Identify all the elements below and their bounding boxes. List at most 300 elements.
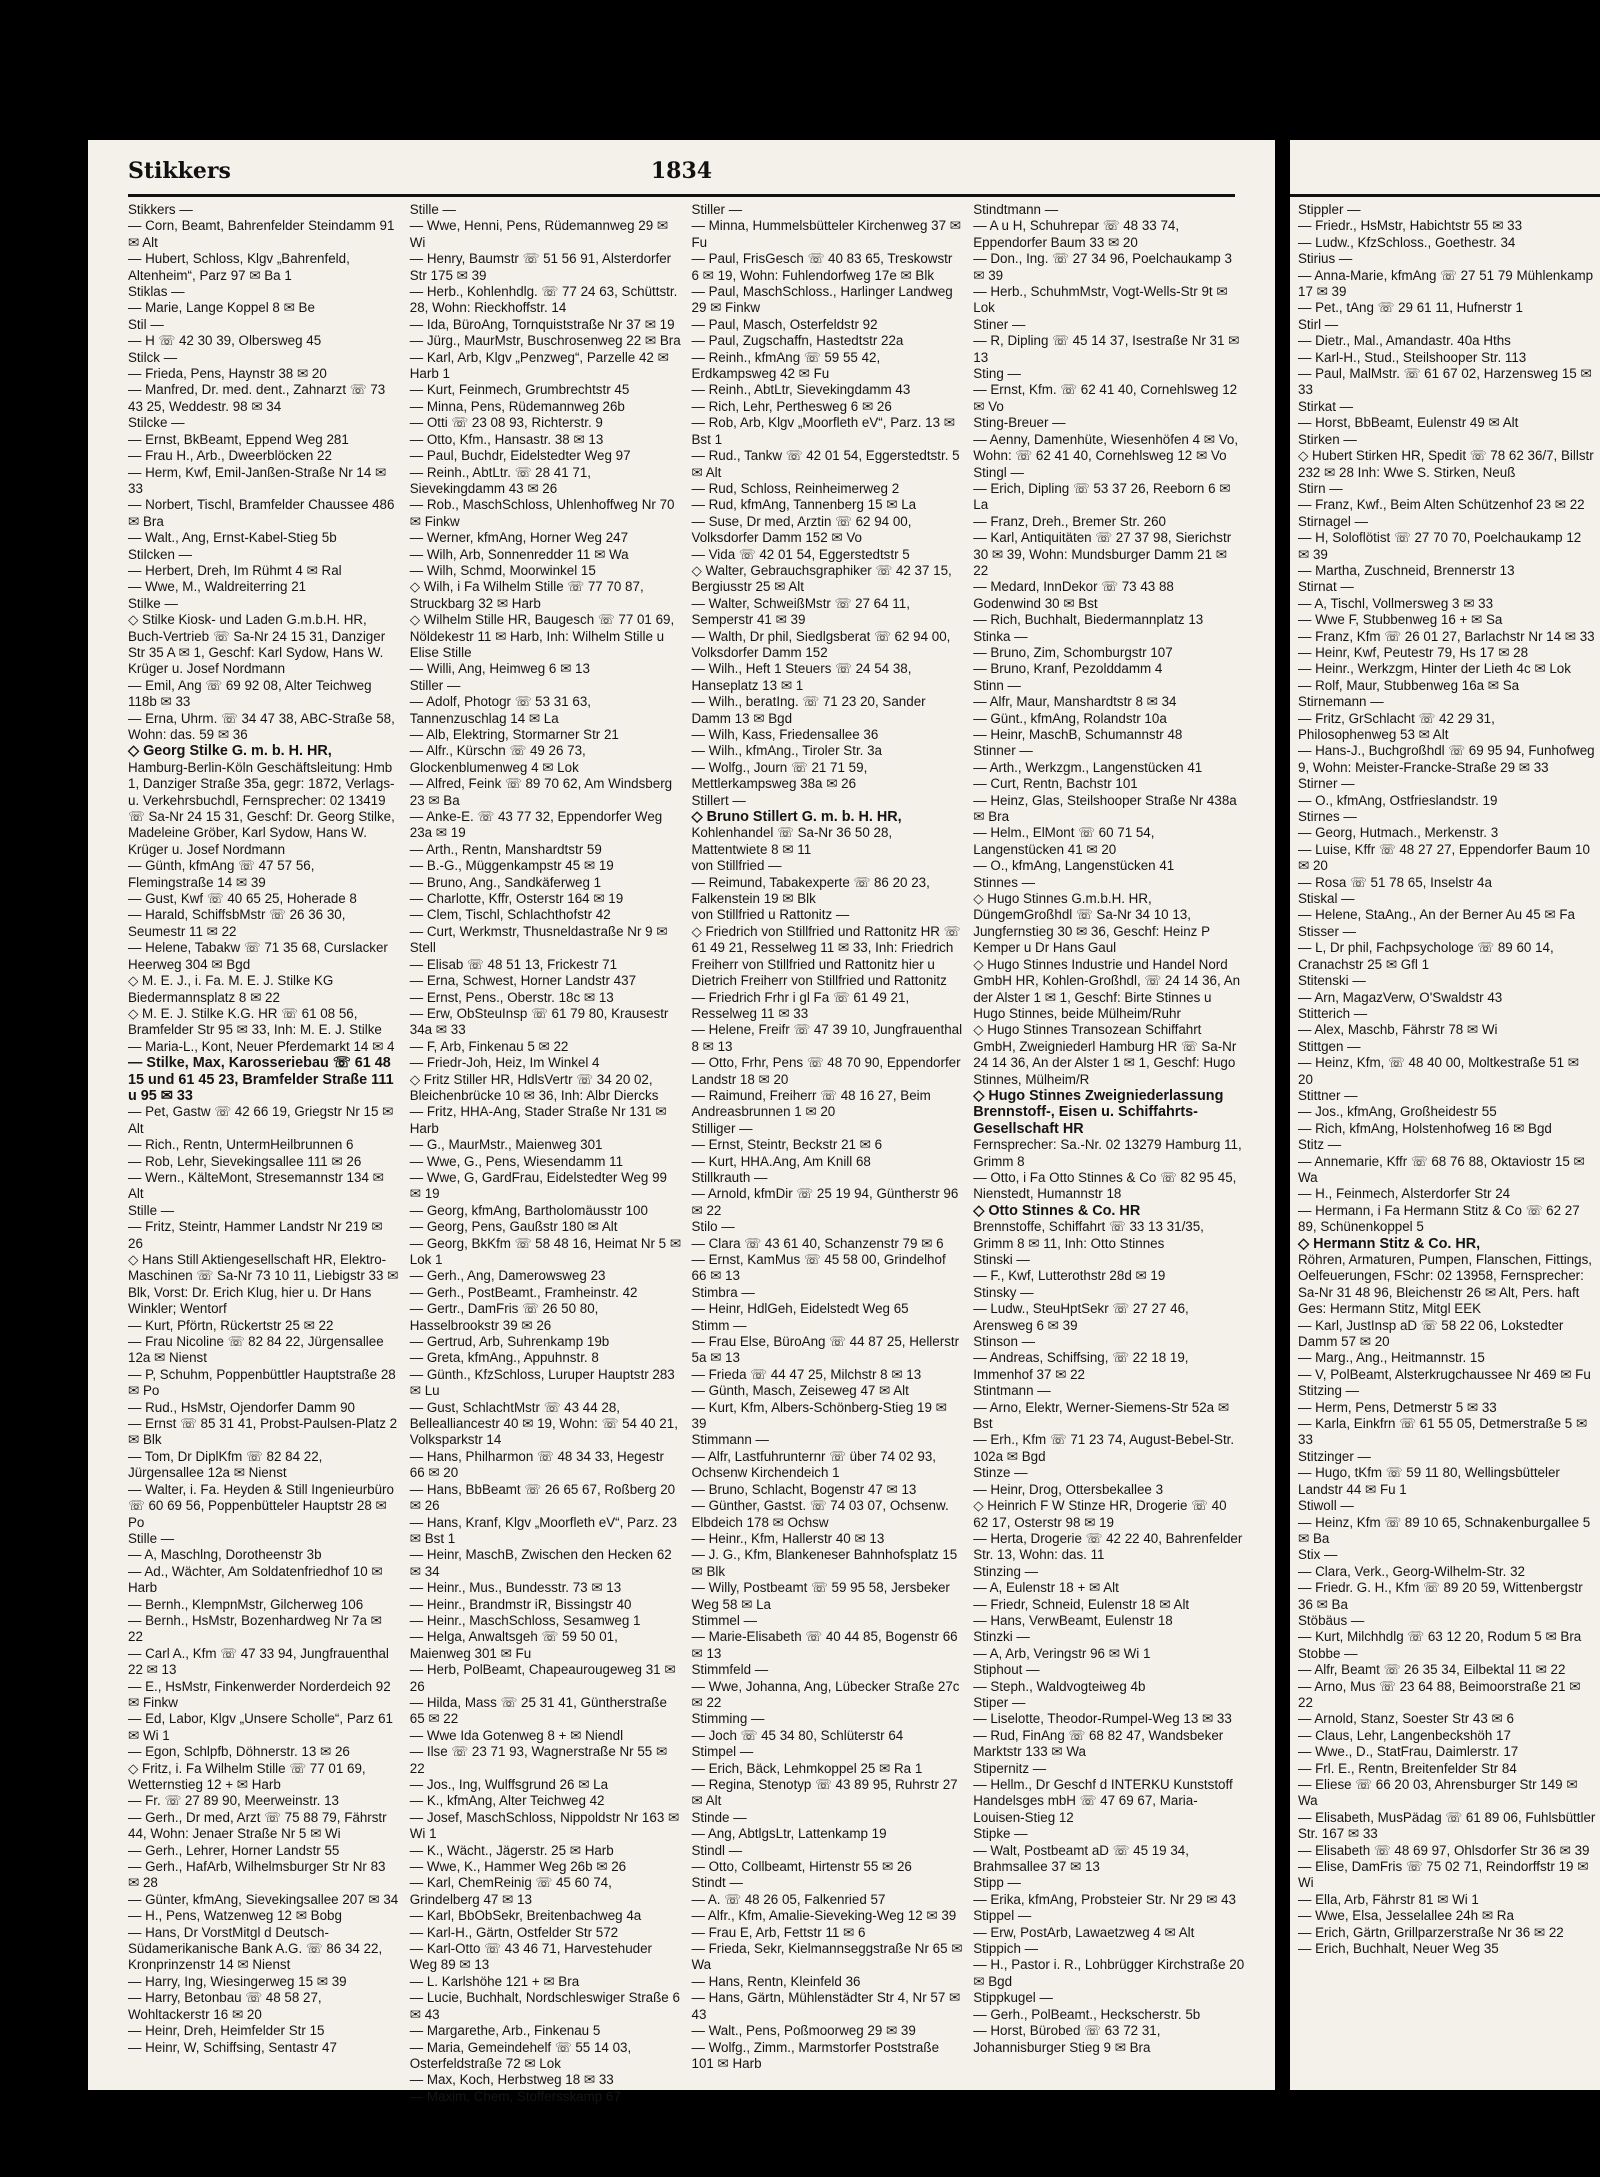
directory-entry: — Kurt, HHA.Ang, Am Knill 68 — [691, 1153, 871, 1169]
directory-entry: — Herb, PolBeamt, Chapeaurougeweg 31 ✉ 26 — [409, 1662, 680, 1694]
directory-entry: — Walter, i. Fa. Heyden & Still Ingenieurbüro ☏ 60 69 56, Poppenbütteler Hauptstr 28 ✉ Po — [128, 1481, 398, 1530]
surname-heading: Stille — — [128, 1202, 175, 1218]
directory-entry: — Erna, Schwest, Horner Landstr 437 — [409, 973, 637, 989]
directory-entry: — Karl, Antiquitäten ☏ 27 37 98, Sierichstr 30 ✉ 39, Wohn: Mundsburger Damm 21 ✉ 22 — [973, 530, 1235, 578]
surname-heading: Stinde — — [691, 1809, 747, 1825]
directory-entry: — Willi, Ang, Heimweg 6 ✉ 13 — [409, 661, 590, 677]
directory-entry: — Fritz, GrSchlacht ☏ 42 29 31, Philosophenweg 53 ✉ Alt — [1298, 710, 1499, 742]
directory-entry: — Karl, BbObSekr, Breitenbachweg 4a — [409, 1908, 642, 1924]
surname-heading: Stimm — — [691, 1317, 747, 1333]
directory-entry: Kohlenhandel ☏ Sa-Nr 36 50 28, Mattentwiete 8 ✉ 11 — [691, 825, 896, 857]
directory-entry: — Helm., ElMont ☏ 60 71 54, Langenstücken 41 ✉ 20 — [973, 825, 1159, 857]
surname-heading: Stiller — — [409, 677, 461, 693]
surname-heading: Stindl — — [691, 1842, 743, 1858]
directory-entry: — Wilh., Heft 1 Steuers ☏ 24 54 38, Hanseplatz 13 ✉ 1 — [691, 661, 916, 693]
directory-entry: — J. G., Kfm, Blankeneser Bahnhofsplatz 15 ✉ Blk — [691, 1547, 961, 1579]
directory-entry: — Heinr., Werkzgm, Hinter der Lieth 4c ✉ Lok — [1298, 661, 1571, 677]
directory-entry: ◇ Wilh, i Fa Wilhelm Stille ☏ 77 70 87, Struckbarg 32 ✉ Harb — [409, 579, 648, 611]
directory-entry: — A u H, Schuhrepar ☏ 48 33 74, Eppendorfer Baum 33 ✉ 20 — [973, 218, 1183, 250]
surname-heading: Stittner — — [1298, 1087, 1358, 1103]
directory-entry: — Ad., Wächter, Am Soldatenfriedhof 10 ✉ Harb — [128, 1563, 387, 1596]
surname-heading: Stillert — — [691, 792, 746, 808]
directory-entry: — Heinz, Kfm, ☏ 48 40 00, Moltkestraße 51 ✉ 20 — [1298, 1055, 1583, 1087]
directory-entry: ◇ Fritz, i. Fa Wilhelm Stille ☏ 77 01 69, Wetternstieg 12 + ✉ Harb — [128, 1760, 370, 1792]
directory-entry: — Erna, Uhrm. ☏ 34 47 38, ABC-Straße 58, Wohn: das. 59 ✉ 36 — [128, 710, 399, 742]
surname-heading: Stimming — — [691, 1711, 765, 1727]
surname-heading: Sting — — [973, 366, 1021, 382]
directory-entry: — Otto, Frhr, Pens ☏ 48 70 90, Eppendorfer Landstr 18 ✉ 20 — [691, 1055, 965, 1087]
directory-entry: — Georg, kfmAng, Bartholomäusstr 100 — [409, 1202, 648, 1218]
header-keyword: Stikkers — [128, 158, 231, 184]
directory-entry: — Marie, Lange Koppel 8 ✉ Be — [128, 300, 315, 316]
directory-entry: — Maria-L., Kont, Neuer Pferdemarkt 14 ✉ 4 — [128, 1038, 395, 1054]
directory-entry: — Horst, BbBeamt, Eulenstr 49 ✉ Alt — [1298, 415, 1519, 431]
directory-entry: — Wwe, G., Pens, Wiesendamm 11 — [409, 1153, 624, 1169]
directory-entry: — Günther, Gastst. ☏ 74 03 07, Ochsenw. Elbdeich 178 ✉ Ochsw — [691, 1498, 953, 1530]
directory-entry: — Joch ☏ 45 34 80, Schlüterstr 64 — [691, 1727, 904, 1743]
directory-entry: — Alfr, Maur, Manshardtstr 8 ✉ 34 — [973, 694, 1177, 710]
surname-heading: Stilcke — — [128, 415, 185, 431]
directory-entry: — Wwe, K., Hammer Weg 26b ✉ 26 — [409, 1859, 627, 1875]
directory-entry: ◇ Heinrich F W Stinze HR, Drogerie ☏ 40 62 17, Osterstr 98 ✉ 19 — [973, 1498, 1231, 1530]
directory-entry: — G., MaurMstr., Maienweg 301 — [409, 1137, 603, 1153]
directory-entry: — Kurt, Feinmech, Grumbrechtstr 45 — [409, 382, 630, 398]
directory-entry: — Alex, Maschb, Fährstr 78 ✉ Wi — [1298, 1022, 1498, 1038]
directory-entry: — Horst, Bürobed ☏ 63 72 31, Johannisburger Stieg 9 ✉ Bra — [973, 2023, 1165, 2055]
directory-entry: — Herta, Drogerie ☏ 42 22 40, Bahrenfelder Str. 13, Wohn: das. 11 — [973, 1530, 1247, 1563]
surname-heading: Stimmann — — [691, 1432, 769, 1448]
directory-entry: — Heinz, Glas, Steilshooper Straße Nr 438a ✉ Bra — [973, 792, 1241, 825]
directory-entry: — Hugo, tKfm ☏ 59 11 80, Wellingsbütteler Landstr 44 ✉ Fu 1 — [1298, 1465, 1564, 1497]
surname-heading: Stinka — — [973, 628, 1028, 644]
directory-entry: — Hans, Rentn, Kleinfeld 36 — [691, 1973, 861, 1989]
directory-entry: — Friedr-Joh, Heiz, Im Winkel 4 — [409, 1055, 600, 1071]
directory-entry: — Max, Koch, Herbstweg 18 ✉ 33 — [409, 2072, 614, 2088]
surname-heading: Stinner — — [973, 743, 1033, 759]
directory-entry: — Walt., Ang, Ernst-Kabel-Stieg 5b — [128, 530, 337, 546]
directory-entry: — Anke-E. ☏ 43 77 32, Eppendorfer Weg 23a ✉ 19 — [409, 809, 666, 841]
surname-heading: Stirner — — [1298, 776, 1355, 792]
directory-entry: — Karl, Arb, Klgv „Penzweg“, Parzelle 42 ✉ Harb 1 — [409, 349, 673, 382]
directory-entry: — Ludw., KfzSchloss., Goethestr. 34 — [1298, 234, 1516, 250]
directory-entry: — Wwe., D., StatFrau, Daimlerstr. 17 — [1298, 1744, 1519, 1760]
directory-entry: — Elise, DamFris ☏ 75 02 71, Reindorffstr 19 ✉ Wi — [1298, 1859, 1593, 1891]
directory-entry: — Luise, Kffr ☏ 48 27 27, Eppendorfer Baum 10 ✉ 20 — [1298, 841, 1594, 874]
directory-entry: — Heinr., Mus., Bundesstr. 73 ✉ 13 — [409, 1580, 622, 1596]
directory-entry: — L, Dr phil, Fachpsychologe ☏ 89 60 14, Cranachstr 25 ✉ Gfl 1 — [1298, 940, 1558, 972]
directory-entry: — Ella, Arb, Fährstr 81 ✉ Wi 1 — [1298, 1891, 1479, 1907]
directory-entry: — Hans-J., Buchgroßhdl ☏ 69 95 94, Funhofweg 9, Wohn: Meister-Francke-Straße 29 ✉ 33 — [1298, 743, 1599, 775]
directory-entry: ◇ Hugo Stinnes Zweigniederlassung Brennstoff-, Eisen u. Schiffahrts-Gesellschaft HR — [973, 1087, 1228, 1137]
surname-heading: Stindtmann — — [973, 202, 1059, 217]
directory-entry: — O., kfmAng, Ostfrieslandstr. 19 — [1298, 792, 1498, 808]
directory-entry: — Arth., Rentn, Manshardtstr 59 — [409, 841, 602, 857]
directory-entry: Röhren, Armaturen, Pumpen, Flanschen, Fittings, Oelfeuerungen, FSchr: 02 13958, Fernsprecher: Sa-Nr 31 48 96, Bleichenstr 26 ✉ Alt, Pers. haft Ges: Hermann Stitz, Mitgl EEK — [1298, 1252, 1596, 1317]
directory-entry: — Erh., Kfm ☏ 71 23 74, August-Bebel-Str. 102a ✉ Bgd — [973, 1432, 1238, 1464]
directory-entry: — Clem, Tischl, Schlachthofstr 42 — [409, 907, 611, 923]
directory-entry: — Frieda, Sekr, Kielmannseggstraße Nr 65 ✉ Wa — [691, 1941, 967, 1973]
directory-entry: — Otto, Collbeamt, Hirtenstr 55 ✉ 26 — [691, 1859, 912, 1875]
surname-heading: Stilck — — [128, 349, 178, 365]
column-4 — [973, 202, 1248, 2070]
directory-entry: — Elisabeth ☏ 48 69 97, Ohlsdorfer Str 36 ✉ 39 — [1298, 1842, 1590, 1858]
directory-entry: — Helga, Anwaltsgeh ☏ 59 50 01, Maienweg 301 ✉ Fu — [409, 1629, 622, 1661]
next-page-header-rule — [1290, 158, 1600, 197]
directory-entry: ◇ Stilke Kiosk- und Laden G.m.b.H. HR, Buch-Vertrieb ☏ Sa-Nr 24 15 31, Danziger Str 35 A ✉ 1, Geschf: Karl Sydow, Hans W. Krüger u. Josef Nordmann — [128, 612, 389, 677]
directory-entry: — Karl-H., Stud., Steilshooper Str. 113 — [1298, 349, 1527, 365]
directory-entry: — Karl-Otto ☏ 43 46 71, Harvestehuder Weg 89 ✉ 13 — [409, 1941, 656, 1973]
directory-entry: — L. Karlshöhe 121 + ✉ Bra — [409, 1973, 580, 1989]
directory-entry: — Alb, Elektring, Stormarner Str 21 — [409, 727, 619, 742]
directory-entry: — Herb., Kohlenhdlg. ☏ 77 24 63, Schüttstr. 28, Wohn: Rieckhoffstr. 14 — [409, 284, 682, 316]
directory-entry: — Gerh., PolBeamt., Heckscherstr. 5b — [973, 2006, 1201, 2022]
directory-entry: — Kurt, Pförtn, Rückertstr 25 ✉ 22 — [128, 1317, 334, 1333]
directory-entry: — Egon, Schlpfb, Döhnerstr. 13 ✉ 26 — [128, 1744, 350, 1760]
directory-entry: — Ida, BüroAng, Tornquiststraße Nr 37 ✉ 19 — [409, 316, 675, 332]
surname-heading: Stintmann — — [973, 1383, 1051, 1399]
directory-entry: — Arno, Elektr, Werner-Siemens-Str 52a ✉ Bst — [973, 1399, 1233, 1432]
surname-heading: Stitenski — — [1298, 973, 1366, 989]
directory-entry: ◇ Georg Stilke G. m. b. H. HR, — [128, 743, 332, 760]
surname-heading: Stirl — — [1298, 316, 1339, 332]
directory-entry: — H., Feinmech, Alsterdorfer Str 24 — [1298, 1186, 1511, 1202]
directory-entry: — Fr. ☏ 27 89 90, Meerweinstr. 13 — [128, 1793, 339, 1809]
surname-heading: Stilcken — — [128, 546, 192, 562]
directory-entry: — Rud, Schloss, Reinheimerweg 2 — [691, 480, 900, 496]
directory-entry: — Heinr., Kfm, Hallerstr 40 ✉ 13 — [691, 1530, 885, 1546]
directory-entry: — Frau E, Arb, Fettstr 11 ✉ 6 — [691, 1924, 866, 1940]
directory-entry: — Gerh., Dr med, Arzt ☏ 75 88 79, Fährstr 44, Wohn: Jenaer Straße Nr 5 ✉ Wi — [128, 1809, 391, 1842]
directory-entry: — Paul, Zugschaffn, Hastedtstr 22a — [691, 333, 904, 349]
directory-entry: — Heinr, Drog, Ottersbekallee 3 — [973, 1481, 1164, 1497]
page-number: 1834 — [650, 158, 713, 184]
surname-heading: Stippel — — [973, 1908, 1032, 1924]
directory-entry: — Erw, PostArb, Lawaetzweg 4 ✉ Alt — [973, 1924, 1195, 1940]
directory-entry: — Alfr., Kfm, Amalie-Sieveking-Weg 12 ✉ 39 — [691, 1908, 957, 1924]
directory-entry: — Adolf, Photogr ☏ 53 31 63, Tannenzuschlag 14 ✉ La — [409, 694, 595, 726]
surname-heading: Stiller — — [691, 202, 743, 217]
directory-entry: — Arth., Werkzgm., Langenstücken 41 — [973, 759, 1203, 775]
directory-entry: — Stilke, Max, Karosseriebau ☏ 61 48 15 und 61 45 23, Bramfelder Straße 111 u 95 ✉ 33 — [128, 1055, 398, 1104]
directory-entry: — Rob, Lehr, Sievekingsallee 111 ✉ 26 — [128, 1153, 362, 1169]
directory-entry: ◇ Otto Stinnes & Co. HR — [973, 1202, 1141, 1219]
directory-entry: — Paul, FrisGesch ☏ 40 83 65, Treskowstr 6 ✉ 19, Wohn: Fuhlendorfweg 17e ✉ Blk — [691, 251, 957, 283]
directory-entry: — Wwe, Elsa, Jesselallee 24h ✉ Ra — [1298, 1908, 1514, 1924]
directory-entry: — Bernh., KlempnMstr, Gilcherweg 106 — [128, 1596, 364, 1612]
surname-heading: Stinzing — — [973, 1563, 1038, 1579]
directory-entry: — Franz, Dreh., Bremer Str. 260 — [973, 513, 1166, 529]
surname-heading: Stiklas — — [128, 284, 185, 300]
surname-heading: Stilo — — [691, 1219, 735, 1235]
directory-entry: — Henry, Baumstr ☏ 51 56 91, Alsterdorfer Str 175 ✉ 39 — [409, 251, 675, 283]
directory-entry: — A, Tischl, Vollmersweg 3 ✉ 33 — [1298, 595, 1494, 611]
directory-entry: — Ludw., SteuHptSekr ☏ 27 27 46, Arensweg 6 ✉ 39 — [973, 1301, 1192, 1333]
directory-entry: — Friedr. G. H., Kfm ☏ 89 20 59, Wittenbergstr 36 ✉ Ba — [1298, 1580, 1587, 1612]
directory-entry: — P, Schuhm, Poppenbüttler Hauptstraße 28 ✉ Po — [128, 1366, 400, 1399]
directory-entry: — Jos., Ing, Wulffsgrund 26 ✉ La — [409, 1777, 609, 1792]
surname-heading: Stindt — — [691, 1875, 743, 1891]
directory-entry: — Georg, BkKfm ☏ 58 48 16, Heimat Nr 5 ✉ Lok 1 — [409, 1235, 685, 1267]
directory-entry: — Annemarie, Kffr ☏ 68 76 88, Oktaviostr 15 ✉ Wa — [1298, 1153, 1589, 1185]
directory-entry: — Heinr, W, Schiffsing, Sentastr 47 — [128, 2039, 337, 2055]
surname-heading: Stiphout — — [973, 1662, 1040, 1678]
directory-entry: — Wilh., beratIng. ☏ 71 23 20, Sander Damm 13 ✉ Bgd — [691, 694, 930, 726]
directory-entry: — Hans, Dr VorstMitgl d Deutsch-Südamerikanische Bank A.G. ☏ 86 34 22, Kronprinzenstr 14 ✉ Nienst — [128, 1924, 386, 1973]
directory-entry: — Hubert, Schloss, Klgv „Bahrenfeld, Altenheim“, Parz 97 ✉ Ba 1 — [128, 251, 353, 283]
directory-entry: — K., Wächt., Jägerstr. 25 ✉ Harb — [409, 1842, 614, 1858]
directory-entry: — Alfred, Feink ☏ 89 70 62, Am Windsberg 23 ✉ Ba — [409, 776, 676, 808]
directory-entry: — Wwe F, Stubbenweg 16 + ✉ Sa — [1298, 612, 1503, 628]
surname-heading: Stirnat — — [1298, 579, 1354, 595]
surname-heading: Stingl — — [973, 464, 1024, 480]
directory-entry: — Minna, Pens, Rüdemannweg 26b — [409, 398, 625, 414]
directory-entry: — Gust, SchlachtMstr ☏ 43 44 28, Bellealliancestr 40 ✉ 19, Wohn: ☏ 54 40 21, Volksparkstr 14 — [409, 1399, 682, 1448]
surname-heading: Stiner — — [973, 316, 1026, 332]
surname-heading: Stitzing — — [1298, 1383, 1360, 1399]
directory-entry: ◇ Wilhelm Stille HR, Baugesch ☏ 77 01 69, Nöldekestr 11 ✉ Harb, Inh: Wilhelm Stille u Elise Stille — [409, 612, 678, 660]
directory-entry: — Harald, SchiffsbMstr ☏ 26 36 30, Seumestr 11 ✉ 22 — [128, 907, 350, 939]
directory-entry: ◇ Hugo Stinnes Industrie und Handel Nord GmbH HR, Kohlen-Großhdl, ☏ 24 14 36, An der Alster 1 ✉ 1, Geschf: Birte Stinnes u Hugo Stinnes, beide Mülheim/Ruhr — [973, 956, 1244, 1021]
directory-entry: — Helene, Freifr ☏ 47 39 10, Jungfrauenthal 8 ✉ 13 — [691, 1022, 966, 1054]
directory-entry: — Pet., tAng ☏ 29 61 11, Hufnerstr 1 — [1298, 300, 1523, 316]
directory-entry: — Helene, StaAng., An der Berner Au 45 ✉ Fa — [1298, 907, 1575, 923]
directory-entry: — Frieda, Pens, Haynstr 38 ✉ 20 — [128, 366, 327, 382]
surname-heading: Stitz — — [1298, 1137, 1342, 1153]
surname-heading: Stil — — [128, 316, 164, 332]
directory-entry: — Bruno, Schlacht, Bogenstr 47 ✉ 13 — [691, 1481, 917, 1497]
directory-entry: — Maxim, Chem, Stoffersskamp 67 — [409, 2088, 621, 2104]
surname-heading: Stillkrauth — — [691, 1169, 768, 1185]
directory-entry: Hamburg-Berlin-Köln Geschäftsleitung: Hmb 1, Danziger Straße 35a, gegr: 1872, Verlags- u. Verkehrsbuchdl, Fernsprecher: 02 13419 ☏ Sa-Nr 24 15 31, Geschf: Dr. Georg Stilke, Madeleine Gröber, Karl Sydow, Hans W. Krüger u. Josef Nordmann — [128, 759, 399, 857]
directory-entry: — Clara, Verk., Georg-Wilhelm-Str. 32 — [1298, 1563, 1525, 1579]
directory-entry: — Gerh., PostBeamt., Framheinstr. 42 — [409, 1284, 638, 1300]
next-page-column — [1298, 202, 1600, 2070]
directory-entry: — Erich, Buchhalt, Neuer Weg 35 — [1298, 1941, 1499, 1957]
directory-entry: — Clara ☏ 43 61 40, Schanzenstr 79 ✉ 6 — [691, 1235, 944, 1251]
directory-entry: — Elisab ☏ 48 51 13, Frickestr 71 — [409, 956, 618, 972]
directory-entry: — Georg, Hutmach., Merkenstr. 3 — [1298, 825, 1499, 841]
directory-entry: — Rud., HsMstr, Ojendorfer Damm 90 — [128, 1399, 355, 1415]
directory-entry: — Hans, BbBeamt ☏ 26 65 67, Roßberg 20 ✉ 26 — [409, 1481, 679, 1514]
directory-entry: — Hermann, i Fa Hermann Stitz & Co ☏ 62 27 89, Schünenkoppel 5 — [1298, 1202, 1584, 1235]
directory-entry: — Fritz, Steintr, Hammer Landstr Nr 219 ✉ 26 — [128, 1219, 387, 1251]
directory-entry: — Herm, Pens, Detmerstr 5 ✉ 33 — [1298, 1399, 1497, 1415]
directory-entry: — Bernh., HsMstr, Bozenhardweg Nr 7a ✉ 22 — [128, 1612, 386, 1645]
directory-entry: — Rich., Rentn, UntermHeilbrunnen 6 — [128, 1137, 354, 1153]
directory-entry: ◇ Hugo Stinnes G.m.b.H. HR, DüngemGroßhdl ☏ Sa-Nr 34 10 13, Jungfernstieg 30 ✉ 36, Geschf: Heinz P Kemper u Dr Hans Gaul — [973, 891, 1214, 956]
directory-entry: — Medard, InnDekor ☏ 73 43 88 Godenwind 30 ✉ Bst — [973, 579, 1178, 611]
directory-entry: — Lucie, Buchhalt, Nordschleswiger Straße 6 ✉ 43 — [409, 1990, 684, 2022]
directory-entry: — Alfr, Beamt ☏ 26 35 34, Eilbektal 11 ✉ 22 — [1298, 1662, 1566, 1678]
directory-entry: — V, PolBeamt, Alsterkrugchaussee Nr 469 ✉ Fu — [1298, 1366, 1591, 1382]
directory-entry: — Bruno, Ang., Sandkäferweg 1 — [409, 874, 602, 890]
directory-entry: — A. ☏ 48 26 05, Falkenried 57 — [691, 1891, 886, 1907]
surname-heading: Sting-Breuer — — [973, 415, 1066, 431]
directory-entry: — Wilh, Arb, Sonnenredder 11 ✉ Wa — [409, 546, 629, 562]
directory-entry: — Heinr, Dreh, Heimfelder Str 15 — [128, 2023, 325, 2039]
directory-entry: — Harry, Ing, Wiesingerweg 15 ✉ 39 — [128, 1973, 347, 1989]
directory-entry: — Rob., MaschSchloss, Uhlenhoffweg Nr 70 ✉ Finkw — [409, 497, 679, 529]
directory-entry: — Werner, kfmAng, Horner Weg 247 — [409, 530, 629, 546]
directory-entry: — Friedr, Schneid, Eulenstr 18 ✉ Alt — [973, 1596, 1190, 1612]
surname-heading: Stirn — — [1298, 480, 1343, 496]
directory-entry: — Karl, ChemReinig ☏ 45 60 74, Grindelberg 47 ✉ 13 — [409, 1875, 616, 1907]
directory-entry: — Hilda, Mass ☏ 25 31 41, Güntherstraße 65 ✉ 22 — [409, 1694, 671, 1727]
directory-entry: — Eliese ☏ 66 20 03, Ahrensburger Str 149 ✉ Wa — [1298, 1777, 1582, 1809]
surname-heading: Stinsky — — [973, 1284, 1034, 1300]
directory-entry: — Friedr., HsMstr, Habichtstr 55 ✉ 33 — [1298, 218, 1523, 234]
surname-heading: Stimmfeld — — [691, 1662, 769, 1678]
directory-entry: — Arnold, kfmDir ☏ 25 19 94, Güntherstr 96 ✉ 22 — [691, 1186, 963, 1218]
directory-entry: — Reinh., kfmAng ☏ 59 55 42, Erdkampsweg 42 ✉ Fu — [691, 349, 884, 382]
directory-entry: — Gerh., Ang, Damerowsweg 23 — [409, 1268, 606, 1284]
directory-entry: — Reinh., AbtLtr. ☏ 28 41 71, Sievekingdamm 43 ✉ 26 — [409, 464, 595, 496]
directory-entry: — Erich, Dipling ☏ 53 37 26, Reeborn 6 ✉ La — [973, 480, 1235, 513]
directory-entry: — Hans, Philharmon ☏ 48 34 33, Hegestr 66 ✉ 20 — [409, 1448, 668, 1481]
directory-entry: — Walter, SchweißMstr ☏ 27 64 11, Semperstr 41 ✉ 39 — [691, 595, 914, 628]
directory-entry: — B.-G., Müggenkampstr 45 ✉ 19 — [409, 858, 614, 874]
directory-entry: — Rud, kfmAng, Tannenberg 15 ✉ La — [691, 497, 917, 513]
directory-entry: — Wolfg., Journ ☏ 21 71 59, Mettlerkampsweg 38a ✉ 26 — [691, 759, 872, 792]
surname-heading: Stirnemann — — [1298, 694, 1384, 710]
directory-entry: — Wilh., kfmAng., Tiroler Str. 3a — [691, 743, 882, 759]
directory-entry: ◇ M. E. J. Stilke K.G. HR ☏ 61 08 56, Bramfelder Str 95 ✉ 33, Inh: M. E. J. Stilke — [128, 1005, 382, 1038]
directory-entry: — Gerh., HafArb, Wilhelmsburger Str Nr 83 ✉ 28 — [128, 1859, 390, 1891]
directory-entry: — Franz, Kfm ☏ 26 01 27, Barlachstr Nr 14 ✉ 33 — [1298, 628, 1595, 644]
surname-heading: Stöbäus — — [1298, 1612, 1365, 1628]
surname-heading: Stimmel — — [691, 1612, 757, 1628]
directory-entry: — Liselotte, Theodor-Rumpel-Weg 13 ✉ 33 — [973, 1711, 1232, 1727]
directory-entry: — Don., Ing. ☏ 27 34 96, Poelchaukamp 3 ✉ 39 — [973, 251, 1236, 283]
directory-entry: — Erika, kfmAng, Probsteier Str. Nr 29 ✉ 43 — [973, 1891, 1237, 1907]
directory-entry: — Rob, Arb, Klgv „Moorfleth eV“, Parz. 13 ✉ Bst 1 — [691, 415, 959, 447]
surname-heading: Stirnes — — [1298, 809, 1357, 825]
directory-entry: — Harry, Betonbau ☏ 48 58 27, Wohltackerstr 16 ✉ 20 — [128, 1990, 326, 2022]
directory-entry: — Arno, Mus ☏ 23 64 88, Beimoorstraße 21 ✉ 22 — [1298, 1678, 1585, 1710]
directory-entry: — Franz, Kwf., Beim Alten Schützenhof 23 ✉ 22 — [1298, 497, 1585, 513]
directory-entry: — Günth, kfmAng ☏ 47 57 56, Flemingstraße 14 ✉ 39 — [128, 858, 319, 890]
directory-entry: — Wwe, G, GardFrau, Eidelstedter Weg 99 ✉ 19 — [409, 1169, 671, 1202]
directory-entry: — Bruno, Zim, Schomburgstr 107 — [973, 644, 1173, 660]
directory-entry: — Günt., kfmAng, Rolandstr 10a — [973, 710, 1167, 726]
surname-heading: Stilliger — — [691, 1120, 753, 1136]
directory-entry: — Reinh., AbtLtr, Sievekingdamm 43 — [691, 382, 911, 398]
directory-entry: — Otto, i Fa Otto Stinnes & Co ☏ 82 95 45, Nienstedt, Humannstr 18 — [973, 1169, 1241, 1202]
directory-entry: — Rud, FinAng ☏ 68 82 47, Wandsbeker Marktstr 133 ✉ Wa — [973, 1727, 1227, 1760]
directory-entry: — Gust, Kwf ☏ 40 65 25, Hoherade 8 — [128, 891, 357, 907]
column-2 — [409, 202, 685, 2104]
directory-entry: — Rich, Lehr, Perthesweg 6 ✉ 26 — [691, 398, 892, 414]
surname-heading: Stitterich — — [1298, 1005, 1368, 1021]
directory-entry: — Willy, Postbeamt ☏ 59 95 58, Jersbeker Weg 58 ✉ La — [691, 1580, 954, 1612]
next-page-edge — [1290, 140, 1600, 2090]
surname-heading: Stilke — — [128, 595, 178, 611]
directory-entry: — Wilh, Kass, Friedensallee 36 — [691, 727, 879, 742]
directory-entry: — Wwe Ida Gotenweg 8 + ✉ Niendl — [409, 1727, 624, 1743]
directory-entry: — Dietr., Mal., Amandastr. 40a Hths — [1298, 333, 1511, 349]
directory-entry: — F., Kwf, Lutterothstr 28d ✉ 19 — [973, 1268, 1166, 1284]
directory-entry: — H., Pastor i. R., Lohbrügger Kirchstraße 20 ✉ Bgd — [973, 1957, 1248, 1989]
directory-entry: — Ernst, KamMus ☏ 45 58 00, Grindelhof 66 ✉ 13 — [691, 1252, 950, 1284]
directory-entry: — Gerh., Lehrer, Horner Landstr 55 — [128, 1842, 340, 1858]
surname-heading: Stirkat — — [1298, 398, 1354, 414]
directory-entry: — Maria, Gemeindehelf ☏ 55 14 03, Osterfeldstraße 72 ✉ Lok — [409, 2039, 635, 2071]
directory-entry: — Curt, Werkmstr, Thusneldastraße Nr 9 ✉ Stell — [409, 923, 672, 956]
directory-entry: — Arn, MagazVerw, O'Swaldstr 43 — [1298, 989, 1503, 1005]
directory-entry: — Herbert, Dreh, Im Rühmt 4 ✉ Ral — [128, 562, 342, 578]
directory-entry: — Charlotte, Kffr, Osterstr 164 ✉ 19 — [409, 891, 624, 907]
directory-entry: — Heinr, Kwf, Peutestr 79, Hs 17 ✉ 28 — [1298, 644, 1529, 660]
directory-entry: — Arnold, Stanz, Soester Str 43 ✉ 6 — [1298, 1711, 1514, 1727]
surname-heading: Stinski — — [973, 1252, 1030, 1267]
surname-heading: Stippkugel — — [973, 1990, 1053, 2006]
surname-heading: von Stillfried — — [691, 858, 782, 874]
directory-entry: — Anna-Marie, kfmAng ☏ 27 51 79 Mühlenkamp 17 ✉ 39 — [1298, 267, 1597, 300]
directory-entry: ◇ Hermann Stitz & Co. HR, — [1298, 1235, 1481, 1252]
directory-entry: — Heinr., Brandmstr iR, Bissingstr 40 — [409, 1596, 632, 1612]
directory-entry: — Manfred, Dr. med. dent., Zahnarzt ☏ 73 43 25, Weddestr. 98 ✉ 34 — [128, 382, 389, 414]
directory-entry: — Heinr, MaschB, Zwischen den Hecken 62 ✉ 34 — [409, 1547, 676, 1579]
directory-entry: — Walt, Postbeamt aD ☏ 45 19 34, Brahmsallee 37 ✉ 13 — [973, 1842, 1193, 1875]
directory-entry: — Frau Nicoline ☏ 82 84 22, Jürgensallee 12a ✉ Nienst — [128, 1334, 388, 1366]
directory-entry: — Raimund, Freiherr ☏ 48 16 27, Beim Andreasbrunnen 1 ✉ 20 — [691, 1087, 934, 1120]
directory-entry: — Josef, MaschSchloss, Nippoldstr Nr 163 ✉ Wi 1 — [409, 1809, 683, 1842]
directory-entry: — Wwe, Johanna, Ang, Lübecker Straße 27c ✉ 22 — [691, 1678, 964, 1710]
directory-entry: — R, Dipling ☏ 45 14 37, Isestraße Nr 31 ✉ 13 — [973, 333, 1244, 365]
directory-entry: — Ed, Labor, Klgv „Unsere Scholle“, Parz 61 ✉ Wi 1 — [128, 1711, 397, 1743]
surname-heading: Stinnes — — [973, 874, 1036, 890]
directory-entry: — Paul, Masch, Osterfeldstr 92 — [691, 316, 878, 332]
directory-entry: ◇ Hubert Stirken HR, Spedit ☏ 78 62 36/7, Billstr 232 ✉ 28 Inh: Wwe S. Stirken, Neuß — [1298, 448, 1598, 480]
surname-heading: Stippich — — [973, 1941, 1038, 1957]
directory-entry: — Curt, Rentn, Bachstr 101 — [973, 776, 1138, 792]
directory-entry: — Heinr, MaschB, Schumannstr 48 — [973, 727, 1183, 742]
directory-entry: — Karla, Einkfrn ☏ 61 55 05, Detmerstraße 5 ✉ 33 — [1298, 1416, 1591, 1448]
directory-entry: — Vida ☏ 42 01 54, Eggerstedtstr 5 — [691, 546, 910, 562]
surname-heading: Stiwoll — — [1298, 1498, 1354, 1514]
directory-entry: ◇ Friedrich von Stillfried und Rattonitz HR ☏ 61 49 21, Resselweg 11 ✉ 33, Inh: Friedrich Freiherr von Stillfried und Rattonitz hier u Dietrich Freiherr von Stillfried und Rattonitz — [691, 923, 965, 989]
surname-heading: Stimbra — — [691, 1284, 755, 1300]
surname-heading: Stirius — — [1298, 251, 1353, 267]
directory-entry: — Bruno, Kranf, Pezolddamm 4 — [973, 661, 1163, 677]
directory-entry: — Minna, Hummelsbütteler Kirchenweg 37 ✉ Fu — [691, 218, 965, 250]
surname-heading: Stinzki — — [973, 1629, 1030, 1645]
directory-entry: — Otti ☏ 23 08 93, Richterstr. 9 — [409, 415, 603, 431]
surname-heading: Stittgen — — [1298, 1038, 1361, 1054]
directory-entry: — H, Soloflötist ☏ 27 70 70, Poelchaukamp 12 ✉ 39 — [1298, 530, 1585, 562]
directory-entry: — Alfr, Lastfuhrunternr ☏ über 74 02 93, Ochsenw Kirchendeich 1 — [691, 1448, 940, 1481]
directory-entry: — Wilh, Schmd, Moorwinkel 15 — [409, 562, 596, 578]
directory-entry: — Jürg., MaurMstr, Buschrosenweg 22 ✉ Bra — [409, 333, 681, 349]
surname-heading: Stiper — — [973, 1694, 1026, 1710]
directory-entry: Fernsprecher: Sa.-Nr. 02 13279 Hamburg 11, Grimm 8 — [973, 1137, 1246, 1169]
directory-entry: — Marg., Ang., Heitmannstr. 15 — [1298, 1350, 1485, 1366]
directory-entry: — Rosa ☏ 51 78 65, Inselstr 4a — [1298, 874, 1492, 890]
directory-entry: — F, Arb, Finkenau 5 ✉ 22 — [409, 1038, 569, 1054]
directory-entry: — Rud., Tankw ☏ 42 01 54, Eggerstedtstr. 5 ✉ Alt — [691, 448, 964, 480]
directory-entry: — Hans, VerwBeamt, Eulenstr 18 — [973, 1612, 1173, 1628]
directory-entry: — Rolf, Maur, Stubbenweg 16a ✉ Sa — [1298, 677, 1520, 693]
directory-entry: — Rich, Buchhalt, Biedermannplatz 13 — [973, 612, 1204, 628]
surname-heading: Stitzinger — — [1298, 1448, 1371, 1464]
surname-heading: Stobbe — — [1298, 1645, 1358, 1661]
column-3 — [691, 202, 967, 2071]
directory-entry: ◇ Hugo Stinnes Transozean Schiffahrt GmbH, Zweigniederl Hamburg HR ☏ Sa-Nr 24 14 36, An der Alster 1 ✉ 1, Geschf: Hugo Stinnes, Mülheim/R — [973, 1022, 1241, 1087]
column-1 — [128, 202, 403, 2070]
directory-entry: — Aenny, Damenhüte, Wiesenhöfen 4 ✉ Vo, Wohn: ☏ 62 41 40, Cornehlsweg 12 ✉ Vo — [973, 431, 1242, 464]
directory-entry: — Elisabeth, MusPädag ☏ 61 89 06, Fuhlsbüttler Str. 167 ✉ 33 — [1298, 1809, 1600, 1842]
directory-entry: — Wern., KälteMont, Stresemannstr 134 ✉ Alt — [128, 1169, 387, 1202]
